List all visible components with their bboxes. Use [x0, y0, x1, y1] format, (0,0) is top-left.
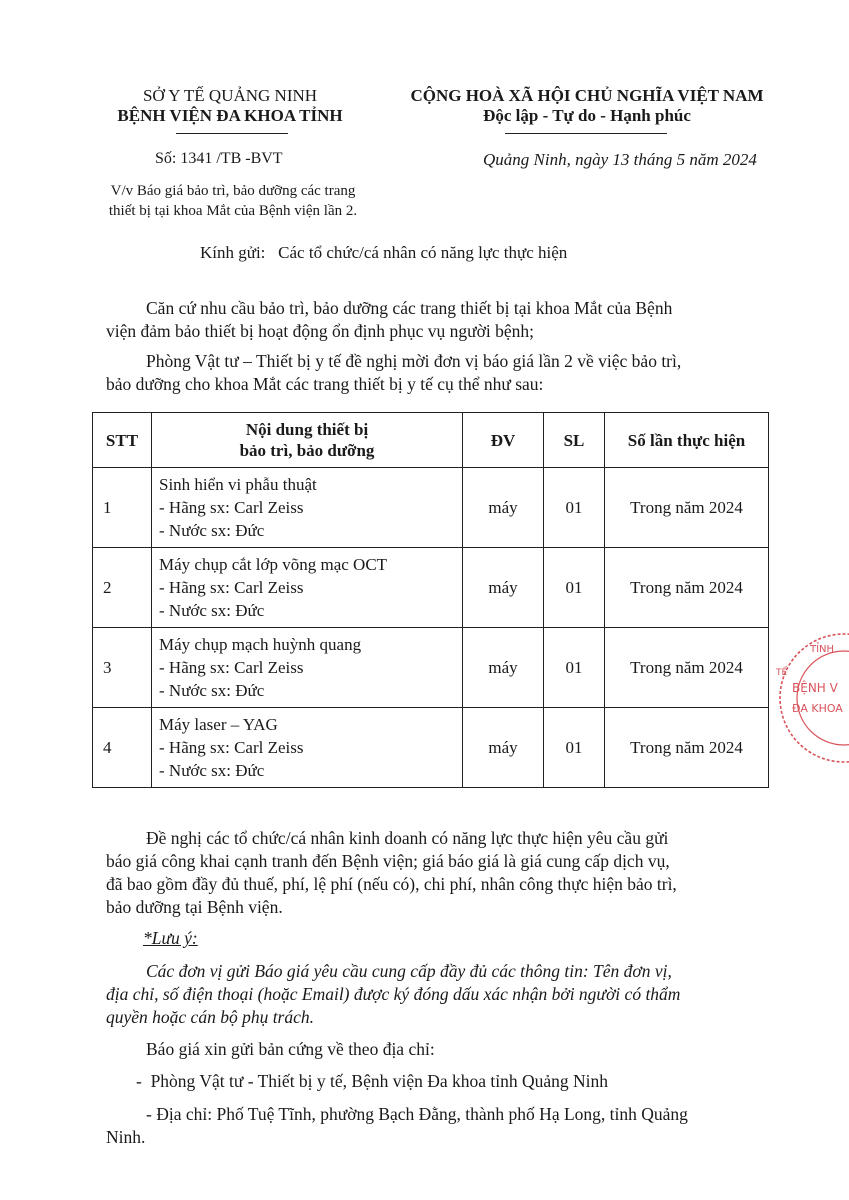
equipment-maker: - Hãng sx: Carl Zeiss [159, 498, 304, 517]
paragraph-line: đã bao gồm đầy đủ thuế, phí, lệ phí (nếu có), chi phí, nhân công thực hiện bảo trì, [106, 874, 677, 894]
paragraph-line: địa chỉ, số điện thoại (hoặc Email) được ký đóng dấu xác nhận bởi người có thẩm [106, 984, 681, 1004]
row-quantity: 01 [544, 708, 605, 788]
addressee: Kính gửi: Các tổ chức/cá nhân có năng lực thực hiện [200, 243, 568, 262]
table-row [93, 468, 769, 548]
row-quantity: 01 [544, 628, 605, 708]
paragraph-line: bảo dưỡng cho khoa Mắt các trang thiết bị y tế cụ thể như sau: [106, 374, 544, 394]
equipment-maker: - Hãng sx: Carl Zeiss [159, 658, 304, 677]
equipment-maker: - Hãng sx: Carl Zeiss [159, 738, 304, 757]
row-unit: máy [463, 628, 544, 708]
official-seal [772, 630, 849, 765]
paragraph-line: bảo dưỡng tại Bệnh viện. [106, 897, 283, 917]
equipment-maker: - Hãng sx: Carl Zeiss [159, 578, 304, 597]
intro-paragraph-1 [106, 297, 786, 343]
equipment-country: - Nước sx: Đức [159, 521, 265, 540]
paragraph-line: Căn cứ nhu cầu bảo trì, bảo dưỡng các trang thiết bị tại khoa Mắt của Bệnh [146, 298, 673, 318]
row-content [152, 628, 463, 708]
row-stt: 1 [93, 468, 152, 548]
issuer-block [80, 86, 380, 126]
request-paragraph [106, 827, 796, 919]
equipment-name: Máy chụp cắt lớp võng mạc OCT [159, 555, 388, 574]
equipment-name: Sinh hiển vi phẫu thuật [159, 475, 317, 494]
paragraph-line: quyền hoặc cán bộ phụ trách. [106, 1007, 315, 1027]
row-stt: 2 [93, 548, 152, 628]
subject-line: V/v Báo giá bảo trì, bảo dưỡng các trang [110, 183, 356, 199]
row-times: Trong năm 2024 [605, 708, 769, 788]
row-stt: 4 [93, 708, 152, 788]
address-line: Ninh. [106, 1127, 146, 1147]
header-sl: SL [544, 413, 605, 468]
note-paragraph [106, 960, 796, 1029]
national-header [382, 86, 792, 126]
send-item-address [106, 1103, 796, 1149]
paragraph-line: Phòng Vật tư – Thiết bị y tế đề nghị mời đơn vị báo giá lần 2 về việc bảo trì, [146, 351, 682, 371]
motto-underline [505, 133, 667, 134]
header-dv: ĐV [463, 413, 544, 468]
send-intro: Báo giá xin gửi bản cứng về theo địa chỉ: [146, 1039, 435, 1059]
row-quantity: 01 [544, 468, 605, 548]
equipment-name: Máy chụp mạch huỳnh quang [159, 635, 362, 654]
row-unit: máy [463, 708, 544, 788]
row-stt: 3 [93, 628, 152, 708]
equipment-table [92, 412, 769, 788]
note-label: *Lưu ý: [143, 928, 198, 948]
subject-line: thiết bị tại khoa Mắt của Bệnh viện lần 2. [108, 203, 358, 219]
header-content-line: bảo trì, bảo dưỡng [239, 441, 375, 460]
row-times: Trong năm 2024 [605, 468, 769, 548]
address-line: - Địa chỉ: Phố Tuệ Tĩnh, phường Bạch Đằng, thành phố Hạ Long, tỉnh Quảng [146, 1104, 688, 1124]
row-quantity: 01 [544, 548, 605, 628]
intro-paragraph-2 [106, 350, 786, 396]
table-row [93, 548, 769, 628]
header-content [152, 413, 463, 468]
seal-text-top: TỈNH [810, 644, 835, 655]
paragraph-line: báo giá công khai cạnh tranh đến Bệnh viện; giá báo giá là giá cung cấp dịch vụ, [106, 851, 670, 871]
subject [72, 181, 394, 221]
row-times: Trong năm 2024 [605, 628, 769, 708]
paragraph-line: Các đơn vị gửi Báo giá yêu cầu cung cấp đầy đủ các thông tin: Tên đơn vị, [146, 961, 672, 981]
row-unit: máy [463, 548, 544, 628]
paragraph-line: Đề nghị các tổ chức/cá nhân kinh doanh có năng lực thực hiện yêu cầu gửi [146, 828, 669, 848]
national-title: CỘNG HOÀ XÃ HỘI CHỦ NGHĨA VIỆT NAM [410, 86, 764, 105]
header-content-line: Nội dung thiết bị [245, 420, 369, 439]
table-header-row [93, 413, 769, 468]
national-motto: Độc lập - Tự do - Hạnh phúc [483, 106, 691, 125]
table-row [93, 628, 769, 708]
equipment-name: Máy laser – YAG [159, 715, 278, 734]
document-number: Số: 1341 /TB -BVT [155, 150, 283, 167]
issuer-underline [176, 133, 288, 134]
equipment-country: - Nước sx: Đức [159, 681, 265, 700]
equipment-country: - Nước sx: Đức [159, 601, 265, 620]
row-content [152, 468, 463, 548]
send-item-department: - Phòng Vật tư - Thiết bị y tế, Bệnh viện Đa khoa tỉnh Quảng Ninh [136, 1071, 609, 1091]
equipment-country: - Nước sx: Đức [159, 761, 265, 780]
header-times: Số lần thực hiện [605, 413, 769, 468]
row-content [152, 708, 463, 788]
seal-text-middle: BỆNH V [792, 681, 838, 695]
place-date: Quảng Ninh, ngày 13 tháng 5 năm 2024 [483, 150, 757, 169]
seal-text-lower: ĐA KHOA [792, 702, 843, 715]
header-stt: STT [93, 413, 152, 468]
row-content [152, 548, 463, 628]
issuer-department: SỞ Y TẾ QUẢNG NINH [142, 86, 318, 105]
seal-text-side: TẾ [776, 668, 788, 678]
paragraph-line: viện đảm bảo thiết bị hoạt động ổn định phục vụ người bệnh; [106, 321, 534, 341]
row-unit: máy [463, 468, 544, 548]
issuer-hospital: BỆNH VIỆN ĐA KHOA TỈNH [117, 106, 343, 125]
row-times: Trong năm 2024 [605, 548, 769, 628]
table-row [93, 708, 769, 788]
